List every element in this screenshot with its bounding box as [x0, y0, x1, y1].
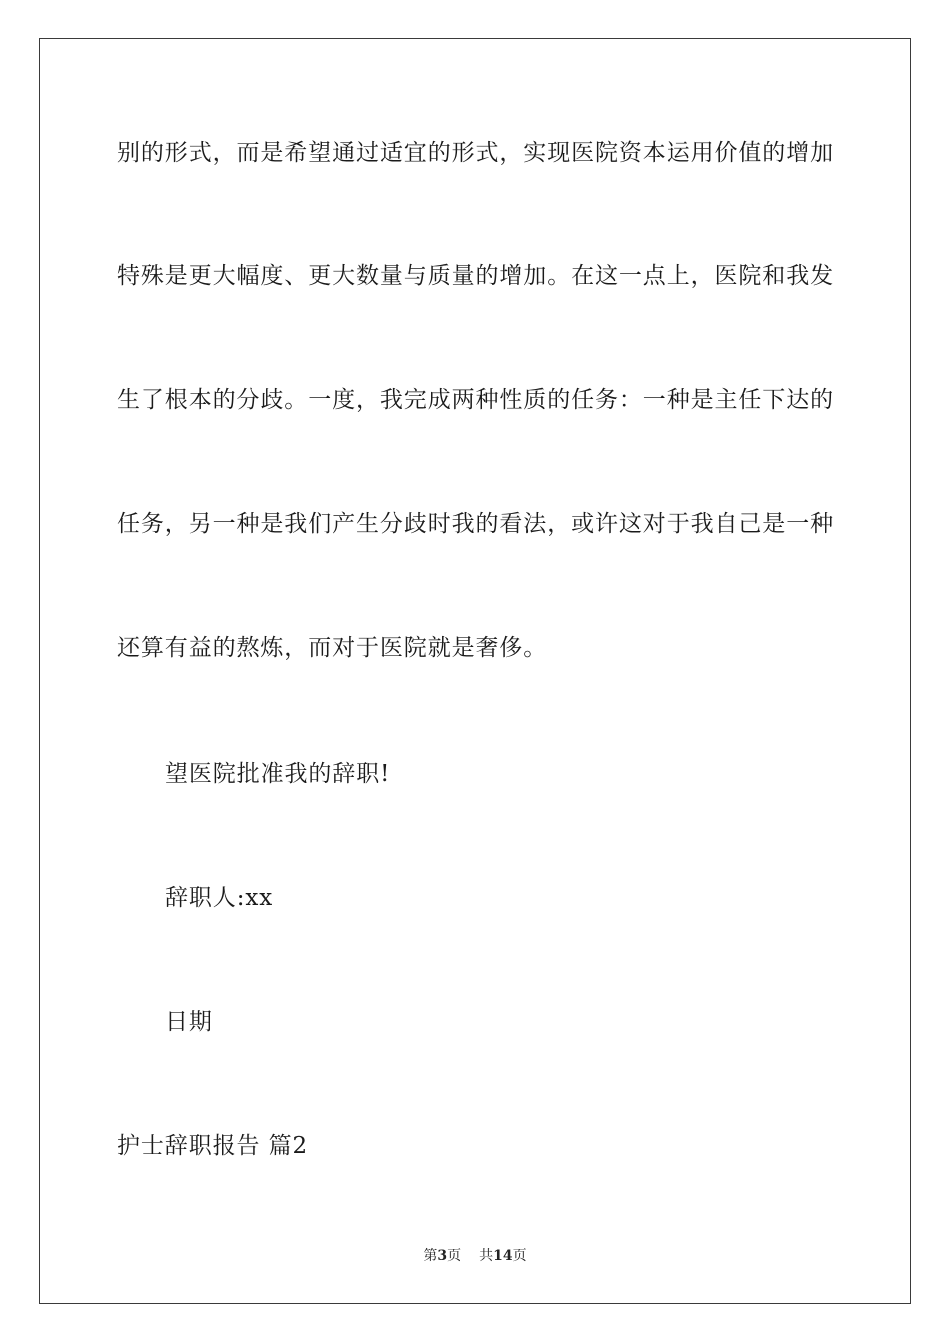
- footer-page-total: 14: [493, 1248, 513, 1264]
- paragraph-line-5: 还算有益的熬炼，而对于医院就是奢侈。: [117, 635, 548, 661]
- resignation-request: 望医院批准我的辞职!: [165, 761, 391, 787]
- footer-total-suffix: 页: [512, 1248, 527, 1264]
- footer-page-prefix: 第: [423, 1248, 438, 1264]
- section-heading: 护士辞职报告 篇2: [117, 1133, 309, 1159]
- page-footer: [0, 1246, 950, 1266]
- paragraph-line-4: 任务，另一种是我们产生分歧时我的看法，或许这对于我自己是一种: [117, 511, 834, 537]
- date-label: 日期: [165, 1009, 213, 1035]
- paragraph-line-1: 别的形式，而是希望通过适宜的形式，实现医院资本运用价值的增加: [117, 140, 834, 166]
- signer-line: 辞职人:xx: [165, 885, 274, 911]
- paragraph-line-3: 生了根本的分歧。一度，我完成两种性质的任务：一种是主任下达的: [117, 387, 834, 413]
- paragraph-line-2: 特殊是更大幅度、更大数量与质量的增加。在这一点上，医院和我发: [117, 263, 834, 289]
- footer-total-prefix: 共: [479, 1248, 494, 1264]
- footer-page-current: 3: [437, 1248, 448, 1264]
- footer-page-mid: 页: [447, 1248, 462, 1264]
- page-border: [39, 38, 911, 1304]
